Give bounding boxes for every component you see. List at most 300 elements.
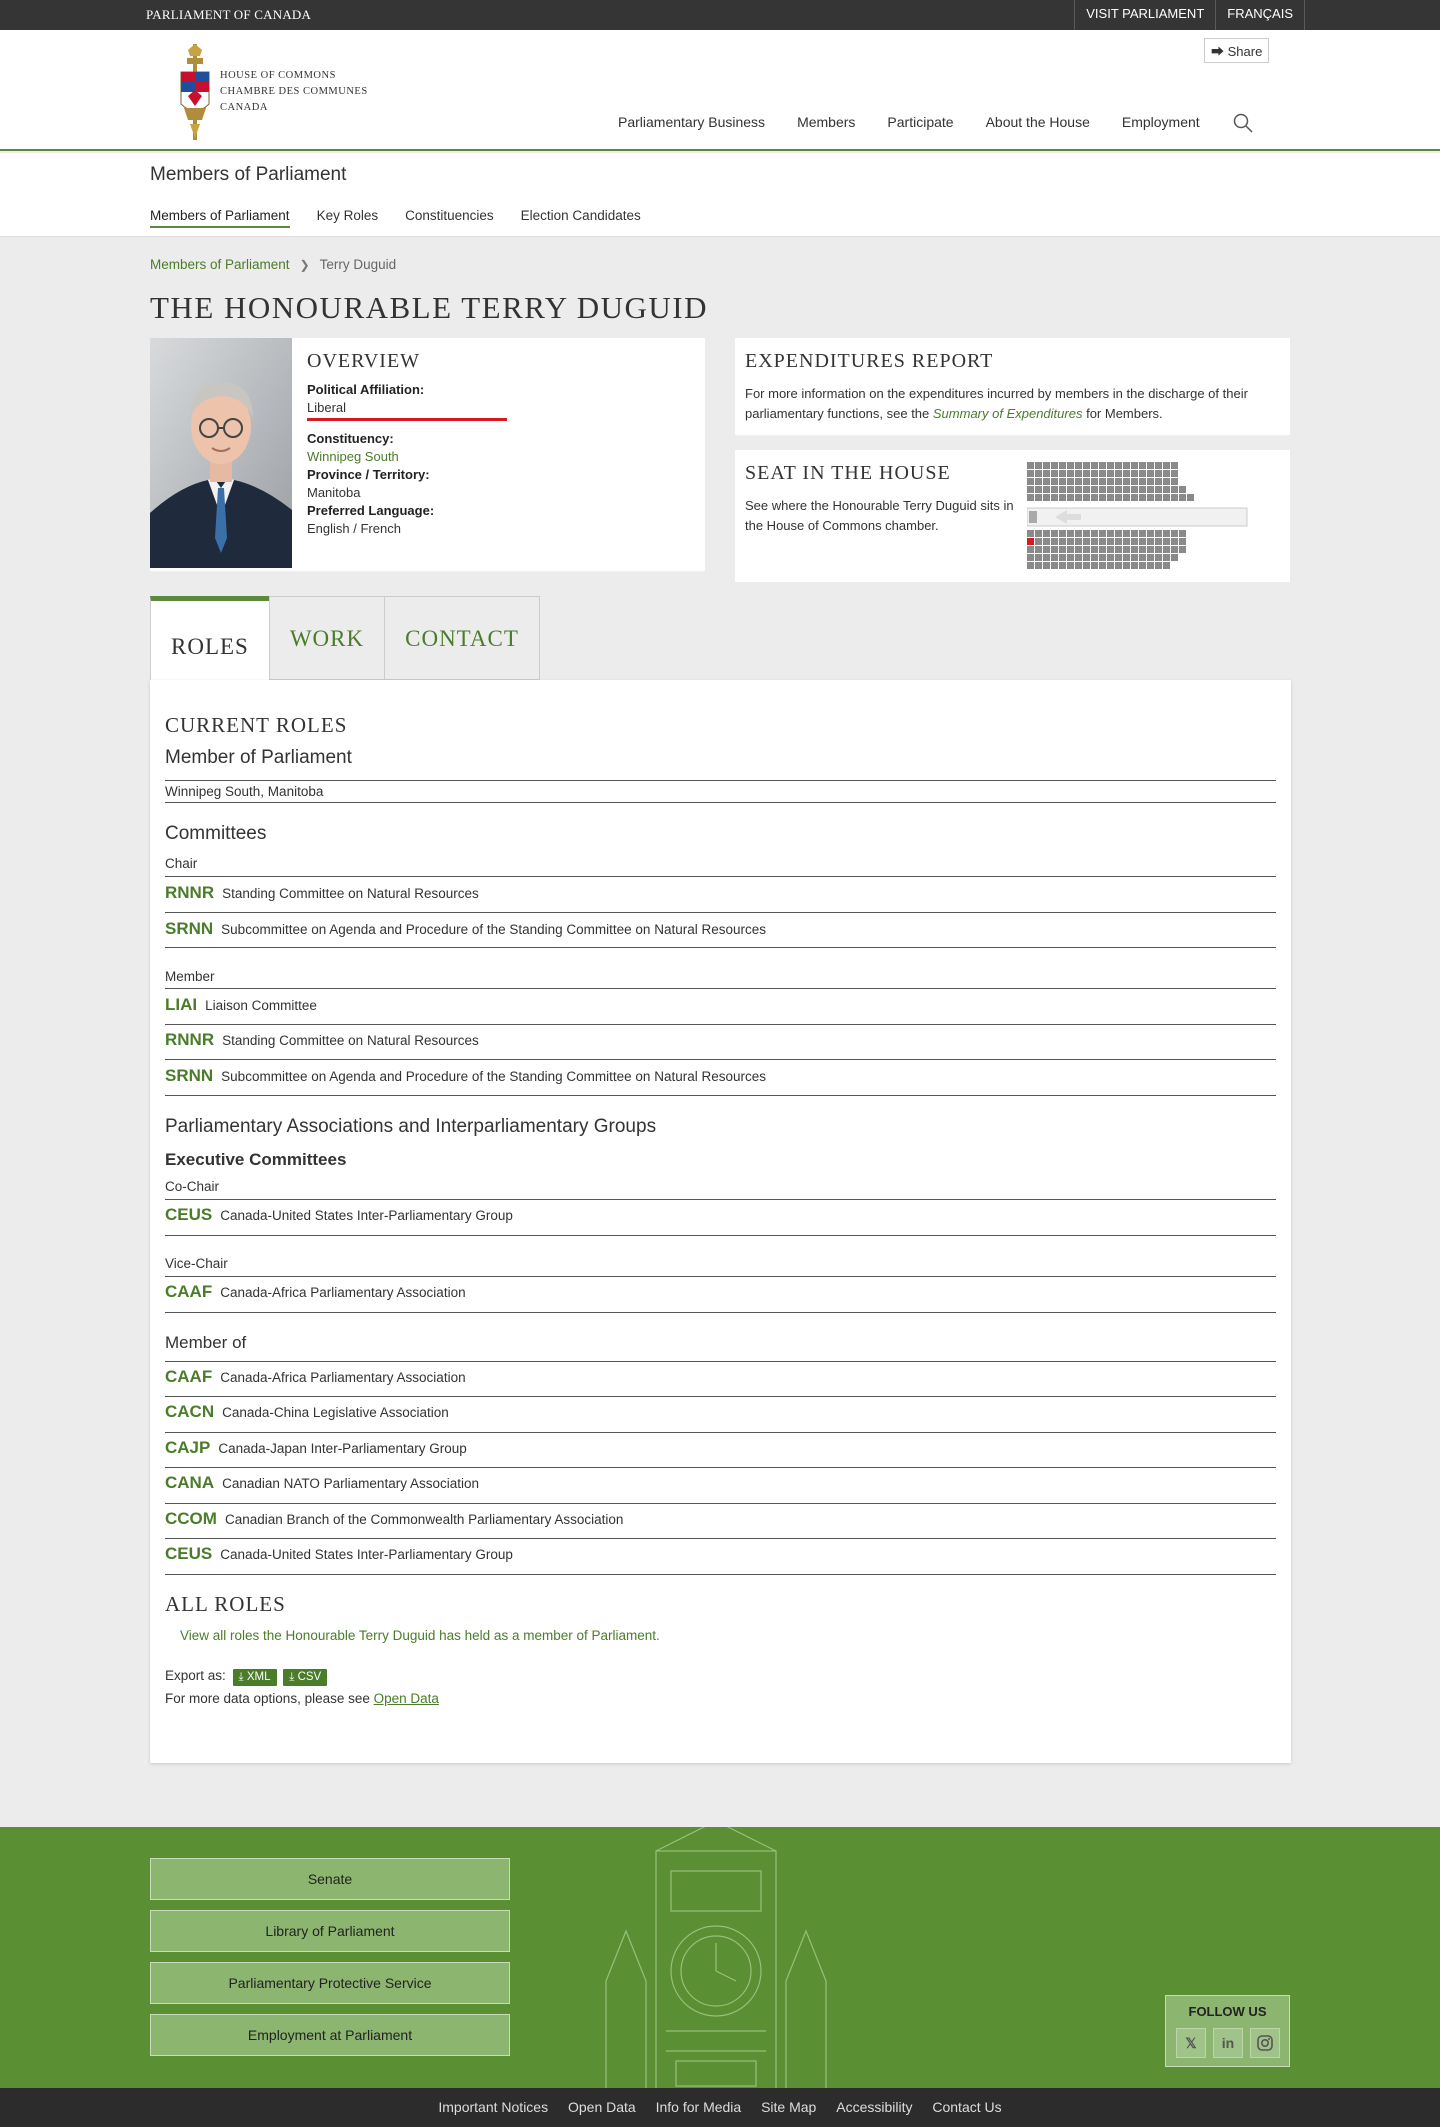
roles-panel xyxy=(150,680,1291,1763)
seat xyxy=(1147,470,1154,477)
seat xyxy=(1115,554,1122,561)
divider xyxy=(165,1095,1276,1096)
seat xyxy=(1139,562,1146,569)
seat xyxy=(1027,486,1034,493)
seat xyxy=(1163,530,1170,537)
seat xyxy=(1155,486,1162,493)
divider xyxy=(165,1235,1276,1236)
logo-text xyxy=(220,68,368,116)
seat xyxy=(1147,462,1154,469)
committee-row[interactable] xyxy=(165,919,766,939)
seat xyxy=(1067,554,1074,561)
seat xyxy=(1123,478,1130,485)
seat-heading: SEAT IN THE HOUSE xyxy=(745,462,951,484)
seat xyxy=(1091,546,1098,553)
seat xyxy=(1155,494,1162,501)
divider xyxy=(165,947,1276,948)
site-header xyxy=(0,30,1440,151)
divider xyxy=(165,1467,1276,1468)
association-code: CAJP xyxy=(165,1438,211,1457)
exec-committees-heading: Executive Committees xyxy=(165,1150,347,1169)
seat xyxy=(1131,486,1138,493)
seat xyxy=(1059,478,1066,485)
seat xyxy=(1171,470,1178,477)
seat xyxy=(1147,478,1154,485)
seat xyxy=(1155,546,1162,553)
more-data-text xyxy=(165,1691,439,1706)
divider xyxy=(165,1312,1276,1313)
member-label: Member xyxy=(165,969,215,984)
seat xyxy=(1035,562,1042,569)
seat xyxy=(1163,562,1170,569)
seat xyxy=(1139,530,1146,537)
seat xyxy=(1139,538,1146,545)
seat xyxy=(1171,462,1178,469)
logo-line-1: HOUSE OF COMMONS xyxy=(220,70,336,81)
seat xyxy=(1123,554,1130,561)
province-value: Manitoba xyxy=(307,485,361,500)
page-title: THE HONOURABLE TERRY DUGUID xyxy=(150,290,709,325)
seat xyxy=(1035,546,1042,553)
committee-name: Standing Committee on Natural Resources xyxy=(222,886,479,901)
seat xyxy=(1123,562,1130,569)
divider xyxy=(165,1059,1276,1060)
seat xyxy=(1123,486,1130,493)
seat xyxy=(1115,462,1122,469)
party-color-bar xyxy=(307,418,507,421)
overview-body xyxy=(307,350,507,536)
divider xyxy=(165,780,1276,781)
seat xyxy=(1059,486,1066,493)
seat xyxy=(1131,470,1138,477)
seat xyxy=(1139,494,1146,501)
language-toggle-link[interactable]: FRANÇAIS xyxy=(1215,0,1305,30)
divider xyxy=(165,1538,1276,1539)
divider xyxy=(165,1396,1276,1397)
seat xyxy=(1059,554,1066,561)
seat xyxy=(1091,554,1098,561)
seat xyxy=(1171,546,1178,553)
share-button[interactable] xyxy=(1204,38,1269,63)
seat xyxy=(1131,462,1138,469)
nav-participate[interactable]: Participate xyxy=(887,114,954,130)
seat xyxy=(1051,554,1058,561)
association-row[interactable] xyxy=(165,1509,623,1529)
seating-chart[interactable] xyxy=(1027,462,1257,570)
seat xyxy=(1067,538,1074,545)
seat xyxy=(1115,470,1122,477)
seat xyxy=(1091,478,1098,485)
seat xyxy=(1179,530,1186,537)
seat xyxy=(1043,470,1050,477)
footer-protective-service-button[interactable]: Parliamentary Protective Service xyxy=(150,1962,510,2004)
association-row[interactable] xyxy=(165,1367,466,1387)
seat-card xyxy=(735,450,1290,582)
seat-text: See where the Honourable Terry Duguid sits in the House of Commons chamber. xyxy=(745,498,1014,533)
divider xyxy=(165,1574,1276,1575)
seat xyxy=(1051,562,1058,569)
seat xyxy=(1099,546,1106,553)
association-code: CACN xyxy=(165,1402,215,1421)
seat xyxy=(1075,462,1082,469)
footer-link-contact-us[interactable]: Contact Us xyxy=(932,2099,1002,2115)
peace-tower-illustration xyxy=(586,1827,846,2088)
download-icon: ⤓ xyxy=(238,1671,244,1683)
committee-code: RNNR xyxy=(165,1030,215,1049)
seat xyxy=(1147,546,1154,553)
seat xyxy=(1083,478,1090,485)
seat xyxy=(1027,546,1034,553)
committee-row[interactable] xyxy=(165,1030,479,1050)
seat xyxy=(1099,470,1106,477)
export-csv-label: CSV xyxy=(297,1671,322,1683)
seat xyxy=(1027,554,1034,561)
seat xyxy=(1059,470,1066,477)
association-name: Canada-China Legislative Association xyxy=(222,1405,449,1420)
expenditures-text-after: for Members. xyxy=(1082,406,1163,421)
seat xyxy=(1043,486,1050,493)
x-icon[interactable]: 𝕏 xyxy=(1176,2028,1206,2058)
seat xyxy=(1171,554,1178,561)
visit-parliament-link[interactable]: VISIT PARLIAMENT xyxy=(1074,0,1215,30)
chair-label: Chair xyxy=(165,856,198,871)
mp-riding: Winnipeg South, Manitoba xyxy=(165,784,324,799)
mp-heading: Member of Parliament xyxy=(165,747,352,768)
seat xyxy=(1051,462,1058,469)
seat xyxy=(1099,486,1106,493)
parliament-brand[interactable]: PARLIAMENT OF CANADA xyxy=(146,7,312,22)
association-name: Canada-Africa Parliamentary Association xyxy=(220,1285,466,1300)
seat xyxy=(1059,494,1066,501)
breadcrumb-parent[interactable]: Members of Parliament xyxy=(150,257,290,272)
seat xyxy=(1107,486,1114,493)
footer-link-open-data[interactable]: Open Data xyxy=(567,2099,636,2115)
seat xyxy=(1179,494,1186,501)
affiliation-label: Political Affiliation: xyxy=(307,382,425,397)
member-photo xyxy=(150,338,292,568)
seat xyxy=(1083,554,1090,561)
nav-members[interactable]: Members xyxy=(797,114,856,130)
export-xml-label: XML xyxy=(246,1671,271,1683)
seat xyxy=(1115,494,1122,501)
footer-employment-button[interactable]: Employment at Parliament xyxy=(150,2014,510,2056)
tab-contact[interactable]: CONTACT xyxy=(384,596,540,680)
seat xyxy=(1155,462,1162,469)
all-roles-heading: ALL ROLES xyxy=(165,1592,286,1616)
top-links xyxy=(1074,0,1305,30)
seat xyxy=(1091,530,1098,537)
seat xyxy=(1091,470,1098,477)
nav-employment[interactable]: Employment xyxy=(1121,114,1200,130)
seat xyxy=(1027,462,1034,469)
seat xyxy=(1139,478,1146,485)
association-code: CANA xyxy=(165,1473,215,1492)
breadcrumb-current: Terry Duguid xyxy=(319,257,397,272)
seat xyxy=(1091,562,1098,569)
seat xyxy=(1027,494,1034,501)
seat xyxy=(1107,562,1114,569)
seat xyxy=(1107,478,1114,485)
seat xyxy=(1091,538,1098,545)
seat xyxy=(1155,562,1162,569)
seat xyxy=(1067,546,1074,553)
association-name: Canada-Africa Parliamentary Association xyxy=(220,1370,466,1385)
top-bar xyxy=(0,0,1440,30)
seat xyxy=(1059,462,1066,469)
constituency-link[interactable]: Winnipeg South xyxy=(307,449,399,464)
footer-link-important-notices[interactable]: Important Notices xyxy=(438,2099,549,2115)
seat xyxy=(1115,478,1122,485)
association-name: Canadian Branch of the Commonwealth Parliamentary Association xyxy=(224,1512,624,1527)
tab-work[interactable]: WORK xyxy=(269,596,385,680)
mace-crest-icon xyxy=(178,44,212,140)
association-name: Canada-Japan Inter-Parliamentary Group xyxy=(218,1441,467,1456)
follow-us-box xyxy=(1165,1995,1290,2067)
seat xyxy=(1123,470,1130,477)
share-label: Share xyxy=(1227,44,1263,59)
tab-roles[interactable]: ROLES xyxy=(150,596,270,682)
seat xyxy=(1171,478,1178,485)
committee-row[interactable] xyxy=(165,883,479,903)
seat xyxy=(1171,486,1178,493)
seat xyxy=(1163,546,1170,553)
share-icon: ⮕ xyxy=(1211,44,1225,59)
seat xyxy=(1147,494,1154,501)
subnav-members-of-parliament[interactable]: Members of Parliament xyxy=(150,208,290,228)
nav-about-the-house[interactable]: About the House xyxy=(985,114,1090,130)
province-label: Province / Territory: xyxy=(307,467,430,482)
expenditures-card xyxy=(735,338,1290,435)
seat xyxy=(1075,546,1082,553)
footer-library-button[interactable]: Library of Parliament xyxy=(150,1910,510,1952)
association-row[interactable] xyxy=(165,1205,513,1225)
main-nav xyxy=(618,114,1232,130)
search-icon[interactable] xyxy=(1233,113,1253,136)
export-xml-button[interactable] xyxy=(233,1669,277,1686)
seat xyxy=(1051,478,1058,485)
seat xyxy=(1107,462,1114,469)
divider xyxy=(165,1361,1276,1362)
seat xyxy=(1115,530,1122,537)
seat xyxy=(1067,494,1074,501)
seat xyxy=(1035,530,1042,537)
export-label: Export as: xyxy=(165,1668,226,1683)
seat xyxy=(1131,546,1138,553)
seat xyxy=(1091,494,1098,501)
speaker-chair xyxy=(1029,511,1037,523)
association-code: CEUS xyxy=(165,1544,213,1563)
seat xyxy=(1027,470,1034,477)
association-name: Canadian NATO Parliamentary Association xyxy=(222,1476,479,1491)
seat xyxy=(1035,554,1042,561)
seat xyxy=(1163,470,1170,477)
committee-code: SRNN xyxy=(165,1066,214,1085)
seat xyxy=(1179,546,1186,553)
seat xyxy=(1067,530,1074,537)
committee-name: Subcommittee on Agenda and Procedure of the Standing Committee on Natural Resources xyxy=(221,1069,766,1084)
committee-code: SRNN xyxy=(165,919,214,938)
chevron-right-icon: ❯ xyxy=(299,257,310,272)
export-row xyxy=(165,1668,327,1686)
seat xyxy=(1059,538,1066,545)
seat xyxy=(1171,538,1178,545)
seat xyxy=(1067,562,1074,569)
seat xyxy=(1155,530,1162,537)
seat xyxy=(1163,478,1170,485)
association-code: CCOM xyxy=(165,1509,217,1528)
association-row[interactable] xyxy=(165,1282,466,1302)
seat xyxy=(1115,538,1122,545)
subnav-election-candidates[interactable]: Election Candidates xyxy=(520,208,641,223)
seat xyxy=(1027,530,1034,537)
breadcrumb xyxy=(150,257,396,272)
seat xyxy=(1107,538,1114,545)
seat xyxy=(1115,486,1122,493)
seat xyxy=(1035,478,1042,485)
seat xyxy=(1171,494,1178,501)
logo-line-2: CHAMBRE DES COMMUNES xyxy=(220,86,368,97)
divider xyxy=(165,1432,1276,1433)
footer-link-site-map[interactable]: Site Map xyxy=(761,2099,817,2115)
seat xyxy=(1075,562,1082,569)
divider xyxy=(165,802,1276,803)
divider xyxy=(165,1503,1276,1504)
association-name: Canada-United States Inter-Parliamentary Group xyxy=(220,1547,513,1562)
seat xyxy=(1163,554,1170,561)
overview-heading: OVERVIEW xyxy=(307,350,421,372)
seat xyxy=(1171,530,1178,537)
house-of-commons-logo[interactable] xyxy=(178,44,368,140)
seat xyxy=(1043,554,1050,561)
seat xyxy=(1083,486,1090,493)
seat xyxy=(1051,494,1058,501)
instagram-icon[interactable] xyxy=(1250,2028,1280,2058)
seat xyxy=(1163,494,1170,501)
seat xyxy=(1099,494,1106,501)
section-nav xyxy=(150,208,668,228)
seat xyxy=(1107,470,1114,477)
footer-link-accessibility[interactable]: Accessibility xyxy=(836,2099,913,2115)
seat xyxy=(1107,494,1114,501)
seat xyxy=(1147,562,1154,569)
subnav-key-roles[interactable]: Key Roles xyxy=(316,208,379,223)
footer-senate-button[interactable]: Senate xyxy=(150,1858,510,1900)
seat xyxy=(1131,562,1138,569)
summary-of-expenditures-link[interactable]: Summary of Expenditures xyxy=(932,406,1083,421)
footer-links xyxy=(0,2099,1440,2115)
association-name: Canada-United States Inter-Parliamentary Group xyxy=(220,1208,513,1223)
download-icon: ⤓ xyxy=(289,1671,295,1683)
current-roles-heading: CURRENT ROLES xyxy=(165,713,348,737)
seat xyxy=(1075,538,1082,545)
seat xyxy=(1179,538,1186,545)
seat xyxy=(1043,562,1050,569)
seat xyxy=(1051,530,1058,537)
seat xyxy=(1131,494,1138,501)
overview-card xyxy=(150,338,705,571)
committee-row[interactable] xyxy=(165,1066,766,1086)
committee-row[interactable] xyxy=(165,995,317,1015)
section-header xyxy=(0,153,1440,237)
seat xyxy=(1043,494,1050,501)
seat xyxy=(1075,554,1082,561)
committee-code: RNNR xyxy=(165,883,215,902)
associations-heading: Parliamentary Associations and Interparliamentary Groups xyxy=(165,1116,657,1137)
committee-name: Liaison Committee xyxy=(205,998,317,1013)
seat xyxy=(1147,530,1154,537)
divider xyxy=(165,988,1276,989)
seat xyxy=(1099,554,1106,561)
committees-heading: Committees xyxy=(165,823,267,844)
seat xyxy=(1147,486,1154,493)
seat xyxy=(1131,478,1138,485)
association-row[interactable] xyxy=(165,1402,449,1422)
linkedin-icon[interactable]: in xyxy=(1213,2028,1243,2058)
seat xyxy=(1067,470,1074,477)
committee-code: LIAI xyxy=(165,995,198,1014)
member-seat xyxy=(1027,538,1034,545)
seat xyxy=(1131,538,1138,545)
committee-name: Standing Committee on Natural Resources xyxy=(222,1033,479,1048)
association-code: CAAF xyxy=(165,1282,213,1301)
language-label: Preferred Language: xyxy=(307,503,435,518)
seat xyxy=(1091,462,1098,469)
all-roles-link[interactable]: View all roles the Honourable Terry Duguid has held as a member of Parliament. xyxy=(180,1628,660,1643)
divider xyxy=(165,1024,1276,1025)
seat xyxy=(1075,470,1082,477)
footer-link-info-for-media[interactable]: Info for Media xyxy=(655,2099,742,2115)
seat xyxy=(1147,554,1154,561)
seat xyxy=(1043,530,1050,537)
seat xyxy=(1083,546,1090,553)
seat xyxy=(1075,486,1082,493)
association-row[interactable] xyxy=(165,1438,467,1458)
subnav-constituencies[interactable]: Constituencies xyxy=(405,208,494,223)
seat xyxy=(1099,478,1106,485)
seat xyxy=(1107,530,1114,537)
seat xyxy=(1059,562,1066,569)
association-row[interactable] xyxy=(165,1544,513,1564)
open-data-link[interactable]: Open Data xyxy=(373,1691,439,1706)
profile-tabs xyxy=(150,596,539,682)
seat xyxy=(1099,538,1106,545)
seat xyxy=(1043,462,1050,469)
seat xyxy=(1051,486,1058,493)
seat xyxy=(1107,546,1114,553)
seat xyxy=(1123,462,1130,469)
export-csv-button[interactable] xyxy=(283,1669,327,1686)
seat xyxy=(1163,486,1170,493)
seat xyxy=(1059,530,1066,537)
seat xyxy=(1075,494,1082,501)
follow-us-label: FOLLOW US xyxy=(1188,2004,1267,2019)
seat xyxy=(1035,538,1042,545)
seat xyxy=(1115,562,1122,569)
site-footer xyxy=(0,1827,1440,2088)
seat xyxy=(1051,546,1058,553)
expenditures-text xyxy=(745,384,1275,424)
seat xyxy=(1099,530,1106,537)
association-row[interactable] xyxy=(165,1473,479,1493)
seat xyxy=(1123,546,1130,553)
divider xyxy=(165,1276,1276,1277)
nav-parliamentary-business[interactable]: Parliamentary Business xyxy=(618,114,766,130)
vicechair-label: Vice-Chair xyxy=(165,1256,228,1271)
seat xyxy=(1155,470,1162,477)
seat xyxy=(1139,554,1146,561)
seat xyxy=(1139,462,1146,469)
seat xyxy=(1107,554,1114,561)
